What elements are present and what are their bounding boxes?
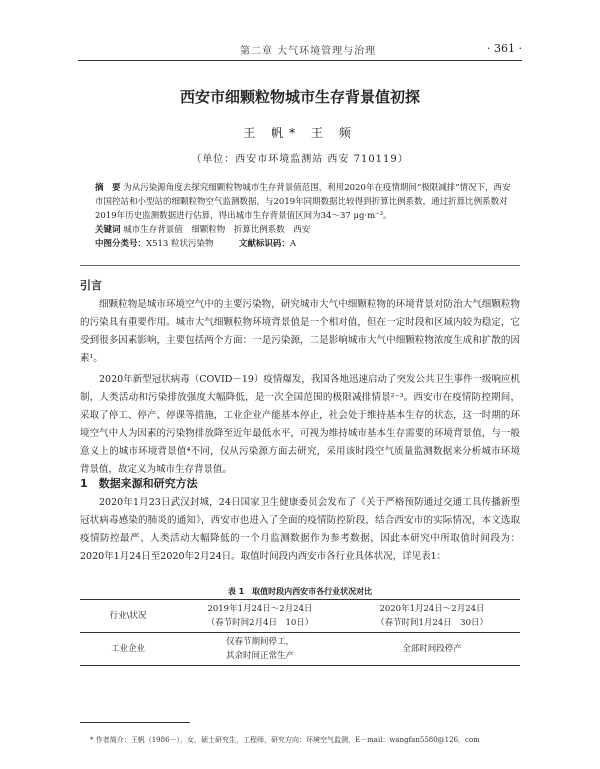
clc-value: X513 粒状污染物 [146, 239, 214, 249]
keywords-text: 城市生存背景值 细颗粒物 折算比例系数 西安 [123, 225, 311, 235]
running-header [78, 40, 522, 61]
chapter-title: 第二章 大气环境管理与治理 [240, 46, 377, 57]
section-1-paragraph-1: 2020年1月23日武汉封城，24日国家卫生健康委员会发布了《关于严格预防通过交通工具传播新型冠状病毒感染的肺炎的通知》，西安市也进入了全面的疫情防控阶段，结合西安市的实际情况，本文选取疫情防控最严、人类活动大幅降低的一个月监测数据作为参考数据，因此本研究中所取值时间段为：2020年1月24日至2020年2月24日。取值时间段内西安市各行业具体状况，详见表1： [80, 497, 520, 562]
col-2020-range: 2020年1月24日～2月24日 [379, 604, 485, 614]
page-number: · 361 · [487, 42, 522, 55]
author-footnote: * 作者简介：王帆（1986－），女，硕士研究生，工程师，研究方向：环境空气监测，E－mail：wangfan5580@126．com [90, 736, 480, 744]
row-2019-line-1: 仅春节期间停工， [225, 637, 294, 647]
intro-heading: 引言 [80, 279, 102, 292]
col-2020-header [344, 600, 520, 633]
doc-code-label: 文献标识码： [238, 239, 290, 249]
section-1-heading: 1 数据来源和研究方法 [80, 477, 198, 490]
table-row [80, 633, 520, 666]
col-2019-festival: （春节时间2月4日 10日） [206, 618, 314, 628]
col-2020-festival: （春节时间1月24日 30日） [375, 618, 488, 628]
doc-code-value: A [289, 239, 297, 249]
row-industry-cell: 工业企业 [110, 644, 145, 654]
affiliation: （单位：西安市环境监测站 西安 710119） [191, 154, 409, 165]
paper-title: 西安市细颗粒物城市生存背景值初探 [179, 88, 420, 106]
table-caption: 表 1 取值时段内西安市各行业状况对比 [227, 587, 373, 596]
col-industry-header: 行业\状况 [109, 611, 147, 621]
authors: 王 帆* 王 频 [243, 126, 357, 140]
keywords-label: 关键词 [95, 225, 121, 235]
col-2019-header [176, 600, 344, 633]
row-2020-cell: 全部时间段停产 [402, 644, 462, 654]
abstract [95, 181, 515, 223]
table-header-row [80, 600, 520, 633]
row-2019-line-2: 其余时间正常生产 [225, 651, 294, 661]
classification [95, 237, 515, 251]
row-2019-cell [176, 633, 344, 666]
clc-label: 中图分类号： [95, 239, 147, 249]
keywords [95, 223, 515, 237]
abstract-text: 为从污染源角度去探究细颗粒物城市生存背景值范围，利用2020年在疫情期间“极限减排”情况下，西安市国控站和小型站的细颗粒物空气监测数据，与2019年同期数据比较得到折算比例系数，通过折算比例系数对2019年历史监测数据进行估算，得出城市生存背景值区间为34～37 μg·m⁻³。 [95, 183, 511, 221]
footnote-divider [80, 722, 190, 723]
intro-paragraph-2: 2020年新型冠状病毒（COVID－19）疫情爆发，我国各地迅速启动了突发公共卫生事件一级响应机制，人类活动和污染排放强度大幅降低，是一次全国范围的极限减排情景²⁻³。西安市在疫情防控期间，采取了停工、停产、停课等措施，工业企业产能基本停止，社会处于维持基本生存的状态，这一时期的环境空气中人为因素的污染物排放降至近年最低水平，可视为维持城市基本生存需要的环境背景值，与一般意义上的城市环境背景值⁴不同，仅从污染源方面去研究，采用该时段空气质量监测数据来分析城市环境背景值，故定义为城市生存背景值。 [80, 374, 520, 475]
abstract-divider [80, 265, 520, 266]
intro-paragraph-1: 细颗粒物是城市环境空气中的主要污染物，研究城市大气中细颗粒物的环境背景对防治大气细颗粒物的污染具有重要作用。城市大气细颗粒物环境背景值是一个相对值，但在一定时段和区域内较为稳定，它受到很多因素影响，主要包括两个方面：一是污染源，二是影响城市大气中细颗粒物浓度生成和扩散的因素¹。 [80, 299, 520, 364]
col-2019-range: 2019年1月24日～2月24日 [207, 604, 313, 614]
industry-status-table [80, 599, 520, 666]
abstract-label: 摘 要 [95, 183, 121, 193]
